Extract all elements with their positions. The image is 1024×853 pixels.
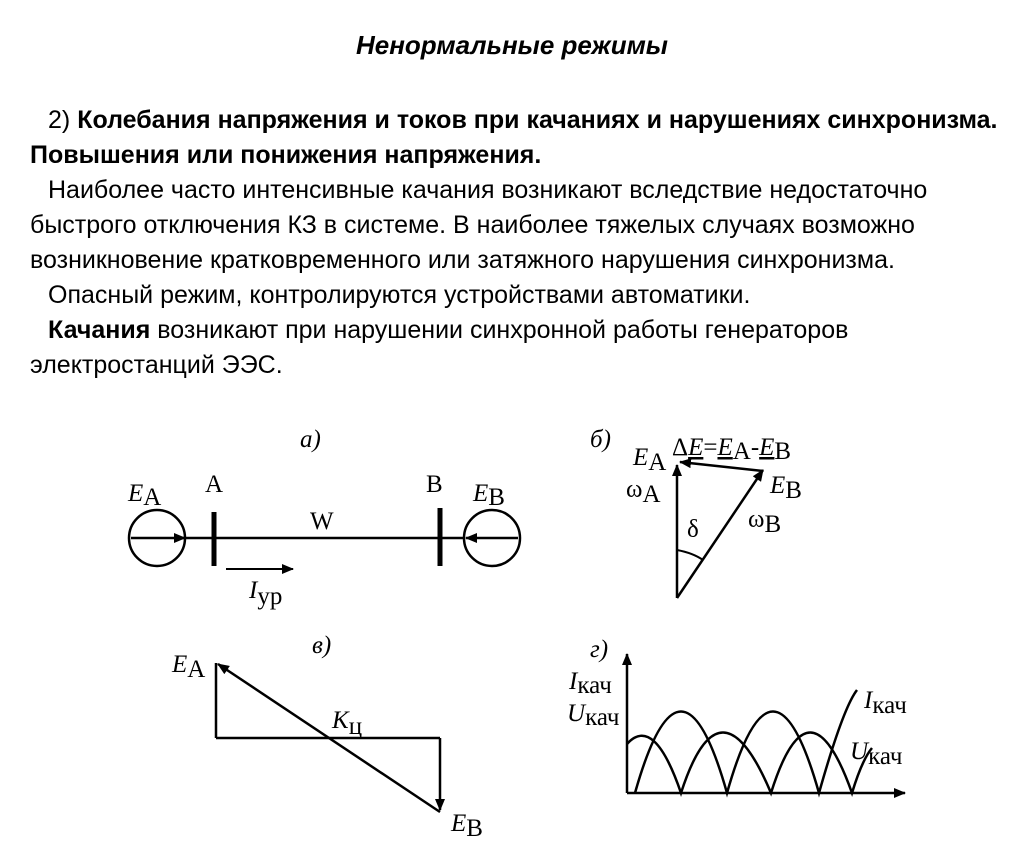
bus-left-label: A <box>205 471 224 498</box>
diagram-d-label: г) <box>590 636 609 663</box>
source-right-label: EB <box>473 480 505 511</box>
eb-label: EB <box>770 472 802 504</box>
c-eb-label: EB <box>451 810 483 842</box>
c-ea-label: EA <box>172 651 206 683</box>
angle-delta-label: δ <box>687 516 699 543</box>
heading-bold: Колебания напряжения и токов при качаниях и нарушениях синхронизма. Повышения или понижения напряжения. <box>30 106 998 169</box>
item-number: 2) <box>48 106 71 134</box>
paragraph-1: Наиболее часто интенсивные качания возникают вследствие недостаточно быстрого отключения КЗ в системе. В наиболее тяжелых случаях возможно возникновение кратковременного или затяжного нарушения синхронизма. <box>30 176 928 274</box>
current-curve <box>635 690 857 793</box>
i-curve-label: Iкач <box>864 687 907 719</box>
slide-title: Ненормальные режимы <box>355 30 669 60</box>
angle-arc <box>677 550 703 560</box>
i-axis-label: Iкач <box>569 668 612 699</box>
diagram-c <box>171 632 483 842</box>
diagram-d <box>567 636 907 793</box>
delta-e-label: ΔE=EA-EB <box>672 434 792 465</box>
omega-b-label: ωB <box>748 506 782 538</box>
bus-right-label: B <box>426 471 443 498</box>
diagram-b <box>590 426 802 598</box>
diagram-c-label: в) <box>312 632 332 659</box>
current-label: Iур <box>249 577 283 610</box>
ea-label: EA <box>633 444 667 476</box>
u-curve-label: Uкач <box>850 738 903 770</box>
paragraph-3-bold: Качания <box>48 316 151 344</box>
diagram-a <box>127 426 520 610</box>
u-axis-label: Uкач <box>567 700 620 731</box>
k-center-label: Kц <box>332 707 363 740</box>
diagram-b-label: б) <box>590 426 611 453</box>
paragraph-2: Опасный режим, контролируются устройствами автоматики. <box>48 281 751 309</box>
paragraph-3-rest: возникают при нарушении синхронной работы генераторов электростанций ЭЭС. <box>30 316 849 379</box>
line-w-label: W <box>310 508 334 535</box>
diagram-a-label: а) <box>300 426 321 453</box>
omega-a-label: ωA <box>626 476 661 508</box>
source-left-label: EA <box>128 480 162 511</box>
